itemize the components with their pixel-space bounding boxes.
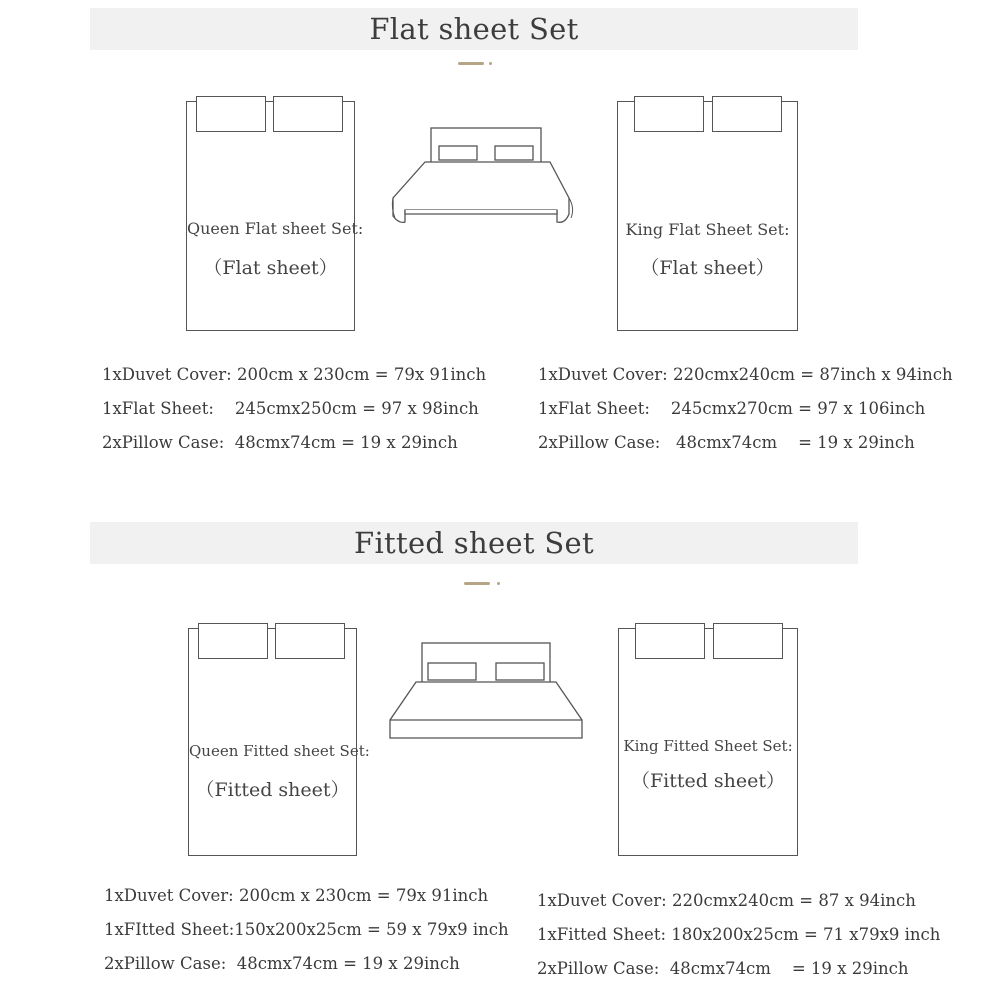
spec-row-pillow: 2xPillow Case: 48cmx74cm = 19 x 29inch bbox=[538, 433, 915, 452]
flat-section-banner bbox=[90, 8, 858, 50]
fitted-sheet-bed-icon bbox=[386, 638, 586, 748]
spec-row-pillow: 2xPillow Case: 48cmx74cm = 19 x 29inch bbox=[102, 433, 458, 452]
spec-row-duvet: 1xDuvet Cover: 220cmx240cm = 87 x 94inch bbox=[537, 891, 916, 910]
spec-row-sheet: 1xFlat Sheet: 245cmx270cm = 97 x 106inch bbox=[538, 399, 926, 418]
king-flat-bed-diagram bbox=[617, 101, 798, 331]
queen-fitted-bed-diagram bbox=[188, 628, 370, 856]
king-fitted-specs bbox=[537, 884, 940, 986]
pillow-right bbox=[275, 623, 345, 659]
flat-section-title: Flat sheet Set bbox=[369, 12, 579, 46]
spec-row-sheet: 1xFitted Sheet: 180x200x25cm = 71 x79x9 inch bbox=[537, 925, 941, 944]
spec-row-duvet: 1xDuvet Cover: 200cm x 230cm = 79x 91inch bbox=[102, 365, 487, 384]
spec-row-sheet: 1xFlat Sheet: 245cmx250cm = 97 x 98inch bbox=[102, 399, 479, 418]
queen-flat-bed-diagram bbox=[186, 101, 364, 331]
pillow-right bbox=[273, 96, 343, 132]
pillow-right bbox=[713, 623, 783, 659]
king-fitted-label: King Fitted Sheet Set: bbox=[623, 737, 793, 755]
king-fitted-bed-diagram bbox=[618, 628, 798, 856]
king-flat-label: King Flat Sheet Set: bbox=[625, 220, 790, 239]
queen-fitted-sub: （Fitted sheet） bbox=[195, 779, 350, 801]
spec-row-pillow: 2xPillow Case: 48cmx74cm = 19 x 29inch bbox=[104, 954, 460, 973]
queen-flat-label: Queen Flat sheet Set: bbox=[187, 219, 364, 238]
pillow-left bbox=[196, 96, 266, 132]
spec-row-pillow: 2xPillow Case: 48cmx74cm = 19 x 29inch bbox=[537, 959, 909, 978]
king-flat-sub: （Flat sheet） bbox=[640, 257, 775, 279]
flat-sheet-bed-icon bbox=[385, 122, 590, 232]
pillow-right bbox=[712, 96, 782, 132]
spec-row-duvet: 1xDuvet Cover: 200cm x 230cm = 79x 91inch bbox=[104, 886, 489, 905]
queen-fitted-label: Queen Fitted sheet Set: bbox=[189, 742, 370, 760]
king-flat-specs bbox=[538, 358, 953, 460]
fitted-section-title: Fitted sheet Set bbox=[354, 526, 594, 560]
spec-row-sheet: 1xFItted Sheet:150x200x25cm = 59 x 79x9 inch bbox=[104, 920, 509, 939]
pillow-left bbox=[198, 623, 268, 659]
queen-fitted-specs bbox=[104, 879, 509, 981]
pillow-left bbox=[634, 96, 704, 132]
pillow-left bbox=[635, 623, 705, 659]
fitted-section-banner bbox=[90, 522, 858, 564]
queen-flat-sub: （Flat sheet） bbox=[203, 257, 338, 279]
spec-row-duvet: 1xDuvet Cover: 220cmx240cm = 87inch x 94inch bbox=[538, 365, 953, 384]
king-fitted-sub: （Fitted sheet） bbox=[630, 770, 786, 792]
queen-flat-specs bbox=[102, 358, 486, 460]
